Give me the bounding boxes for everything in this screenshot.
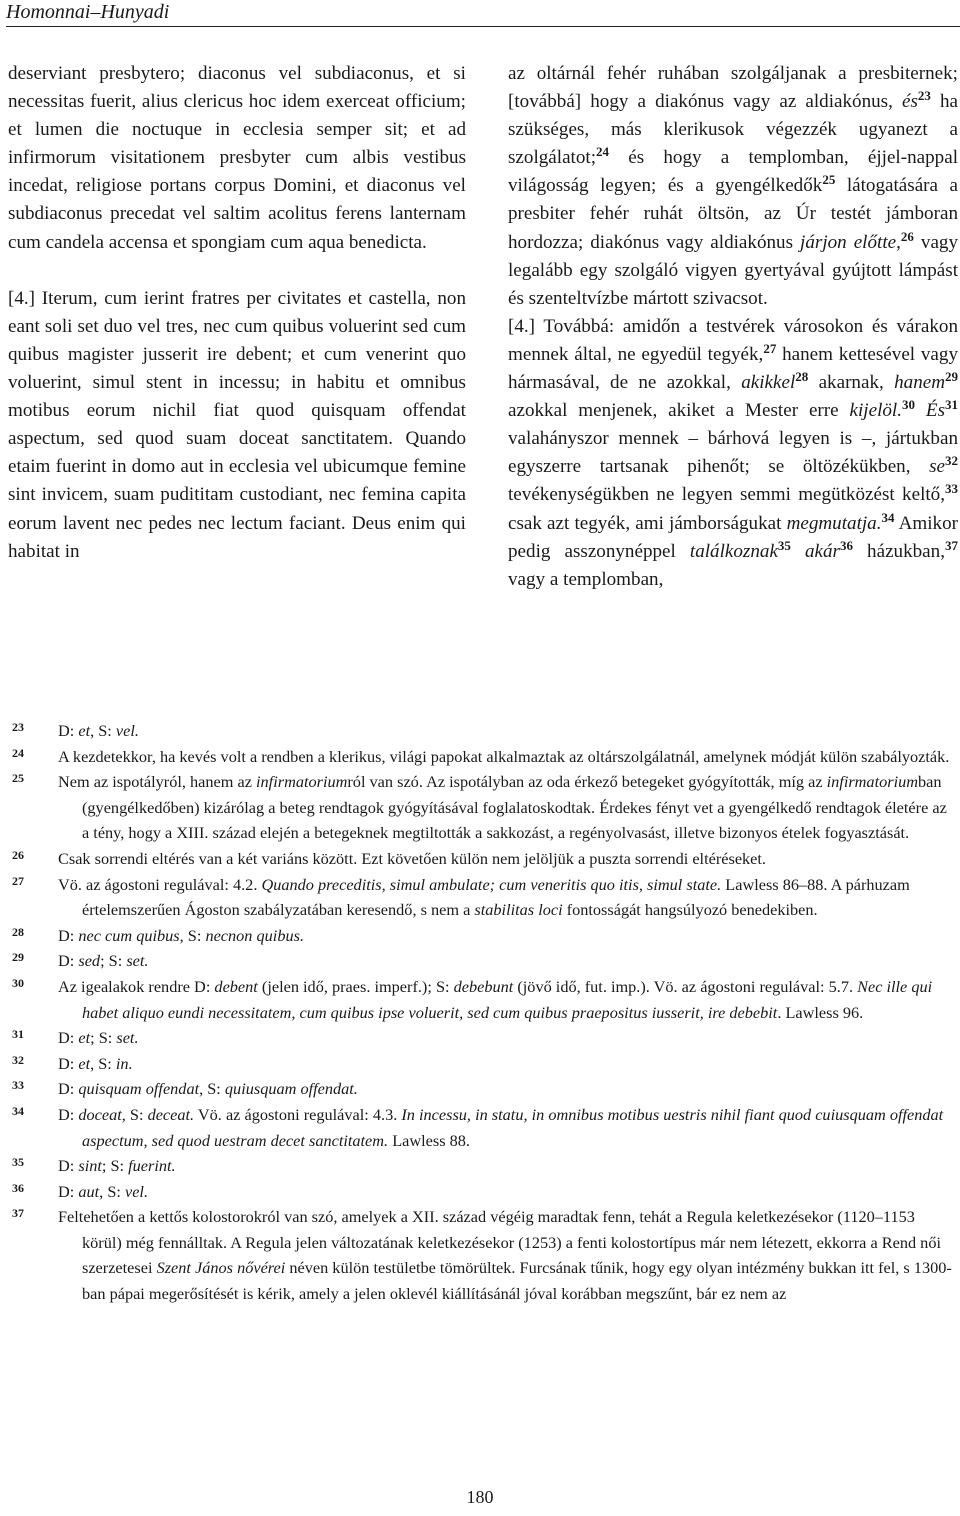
footnote-text: [58, 1102, 952, 1153]
italic-span: megmutatja.: [786, 512, 882, 534]
italic-span: és: [901, 91, 918, 113]
text-span: D:: [58, 1028, 79, 1048]
text-span: tevékenységükben ne legyen semmi megütközést keltő,: [508, 484, 945, 506]
italic-span: nec cum quibus: [78, 925, 180, 945]
text-span: Feltehetően a kettős kolostorokról van szó, amelyek a XII. század végéig maradtak fenn, tehát a Regula keletkezésekor (1120–1153 körül) még fennálltak. A Regula jelen változatának keletkezésekor (1253) a fenti kolostortípus már nem létezett, ekkorra a Rend női szerzetesei: [58, 1207, 941, 1278]
italic-span: sint: [78, 1156, 102, 1176]
footnote-ref: 37: [944, 537, 958, 553]
italic-span: akikkel: [741, 372, 796, 394]
text-span: ról van szó. Az ispotályban az oda érkező betegeket gyógyították, míg az: [347, 772, 827, 792]
footnote-25: [12, 769, 952, 846]
footnote-text: [58, 1204, 952, 1306]
footnote-23: [12, 718, 952, 744]
footnote-text: [58, 872, 952, 923]
footnote-number: 29: [12, 950, 24, 965]
text-span: [791, 541, 805, 562]
text-span: ha szükséges, más klerikusok végezzék ugyanezt a szolgálatot;: [508, 91, 959, 169]
footnote-text: [58, 1025, 952, 1051]
italic-span: találkoznak: [689, 540, 778, 562]
footnote-number: 27: [12, 873, 24, 888]
footnote-35: [12, 1153, 952, 1179]
italic-span: et: [78, 721, 91, 740]
footnote-ref: 23: [917, 88, 931, 104]
text-span: akarnak,: [808, 372, 895, 394]
text-span: vagy legalább egy szolgáló vigyen gyertyával gyújtott lámpást és szenteltvízbe mártott szivacsot.: [508, 231, 959, 309]
footnote-number: 34: [12, 1103, 24, 1118]
text-span: vagy a templomban,: [508, 568, 664, 590]
footnote-ref: 29: [945, 369, 958, 385]
footnote-number: 24: [12, 745, 24, 760]
text-span: Vö. az ágostoni regulával: 4.3.: [194, 1104, 402, 1124]
footnote-32: [12, 1051, 952, 1077]
footnote-text: [58, 974, 952, 1025]
footnote-number: 37: [12, 1206, 24, 1221]
text-span: A kezdetekkor, ha kevés volt a rendben a klerikus, világi papokat alkalmaztak az oltárszolgálatnál, amelynek módját külön szabályozták.: [58, 746, 950, 766]
italic-span: doceat: [78, 1104, 122, 1124]
latin-paragraph-4: [8, 285, 466, 566]
text-span: hanem kettesével vagy hármasával, de ne azokkal,: [508, 343, 959, 394]
footnote-ref: 27: [763, 340, 777, 356]
text-span: , S:: [99, 1181, 125, 1201]
italic-span: vel.: [115, 721, 139, 740]
footnote-number: 32: [12, 1052, 24, 1067]
text-span: ,: [896, 231, 901, 253]
italic-span: se: [929, 456, 945, 478]
text-span: [4.] Továbbá: amidőn a testvérek városokon és várakon mennek által, ne egyedül tegyék,: [508, 315, 958, 365]
text-span: D:: [58, 1181, 79, 1201]
footnote-ref: 25: [822, 172, 836, 188]
italic-span: et: [78, 1053, 91, 1073]
footnote-text: [58, 846, 952, 872]
italic-span: fuerint.: [128, 1156, 176, 1176]
footnote-text: [58, 948, 952, 974]
footnote-29: [12, 948, 952, 974]
footnote-ref: 33: [945, 481, 958, 497]
footnote-number: 31: [12, 1027, 24, 1042]
text-span: valahányszor mennek – bárhová legyen is –, jártukban egyszerre tartsanak pihenőt; se öltözékükben,: [508, 428, 958, 478]
italic-span: necnon quibus.: [205, 925, 305, 945]
latin-paragraph-3: [8, 60, 466, 257]
text-span: . Lawless 96.: [777, 1002, 864, 1022]
italic-span: aut: [78, 1181, 100, 1201]
footnote-26: [12, 846, 952, 872]
hungarian-column: [508, 60, 958, 594]
footnote-text: [58, 744, 952, 770]
footnote-30: [12, 974, 952, 1025]
hungarian-paragraph-4: [508, 313, 958, 594]
footnote-number: 23: [12, 720, 24, 734]
text-span: ban (gyengélkedőben) kizárólag a beteg rendtagok gyógyításával foglalatoskodtak. Érdekes fényt vet a gyengélkedő rendtagok életére az a tény, hogy a XIII. század elején a betegeknek megtiltották a sakkozást, a regényolvasást, illetve bizonyos ételek fogyasztását.: [82, 772, 947, 843]
italic-span: set.: [126, 951, 149, 971]
text-span: az oltárnál fehér ruhában szolgáljanak a presbiternek; [továbbá] hogy a diakónus vagy az aldiakónus,: [508, 63, 958, 113]
text-span: D:: [58, 1104, 79, 1124]
footnote-37: [12, 1204, 952, 1306]
text-span: Lawless 86–88. A párhuzam értelemszerűen Ágoston szabályzatában keresendő, s nem a: [82, 874, 910, 920]
running-header: [6, 0, 960, 27]
footnote-ref: 35: [777, 537, 791, 553]
running-title: Homonnai–Hunyadi: [6, 1, 170, 23]
footnote-number: 28: [12, 924, 24, 939]
footnote-28: [12, 923, 952, 949]
italic-span: És: [925, 400, 945, 422]
footnote-number: 26: [12, 847, 24, 862]
italic-span: vel.: [124, 1181, 149, 1201]
footnote-text: [58, 923, 952, 949]
text-span: és hogy a templomban, éjjel-nappal világosság legyen; és a gyengélkedők: [508, 147, 958, 197]
italic-span: set.: [116, 1028, 139, 1048]
text-span: [915, 400, 926, 421]
footnote-number: 30: [12, 975, 24, 990]
text-span: látogatására a presbiter fehér ruhát öltsön, az Úr testét jámboran hordozza; diakónus vagy aldiakónus: [508, 175, 958, 253]
text-span: D:: [58, 1079, 79, 1099]
text-span: ; S:: [100, 951, 127, 971]
text-span: ; S:: [90, 1028, 117, 1048]
footnote-text: [58, 718, 952, 744]
footnote-number: 33: [12, 1078, 24, 1093]
text-span: ; S:: [101, 1156, 129, 1176]
footnote-text: [58, 769, 952, 846]
italic-span: infirmatorium: [826, 772, 918, 792]
text-span: , S:: [121, 1104, 148, 1124]
italic-span: deceat.: [147, 1104, 195, 1124]
italic-span: In incessu, in statu, in omnibus motibus uestris nihil fiant quod cuiusquam offendat aspectum, sed quod uestram decet sanctitatem.: [82, 1104, 944, 1150]
footnote-text: [58, 1051, 952, 1077]
footnote-27: [12, 872, 952, 923]
footnote-text: [58, 1153, 952, 1179]
italic-span: quisquam offendat: [78, 1079, 200, 1099]
footnote-33: [12, 1076, 952, 1102]
italic-span: in.: [115, 1053, 133, 1073]
text-span: Amikor pedig asszonynéppel: [508, 512, 958, 562]
text-span: , S:: [199, 1079, 225, 1099]
text-span: Csak sorrendi eltérés van a két variáns között. Ezt követően külön nem jelöljük a puszta sorrendi eltéréseket.: [58, 848, 767, 868]
text-span: néven külön testületbe tömörültek. Furcsának tűnik, hogy egy olyan intézmény bukkan itt fel, s 1300-ban pápai megerősítését is kérik, amely a jelen oklevél kiállításánál jóval korábban megszűnt, bár ez nem az: [82, 1258, 952, 1304]
text-span: D:: [58, 721, 79, 740]
italic-span: sed: [78, 951, 101, 971]
footnote-ref: 26: [900, 228, 914, 244]
text-span: (jövő idő, fut. imp.). Vö. az ágostoni regulával: 5.7.: [513, 976, 858, 996]
italic-span: infirmatorium: [256, 772, 348, 792]
text-span: , S:: [90, 1053, 116, 1073]
footnote-number: 25: [12, 771, 24, 786]
text-span: D:: [58, 951, 79, 971]
italic-span: debent: [214, 976, 258, 996]
footnote-text: [58, 1076, 952, 1102]
text-span: Vö. az ágostoni regulával: 4.2.: [58, 874, 262, 894]
italic-span: et: [78, 1028, 91, 1048]
italic-span: akár: [804, 540, 840, 562]
italic-span: debebunt: [453, 976, 514, 996]
italic-span: stabilitas loci: [474, 900, 563, 920]
italic-span: Szent János nővérei: [156, 1258, 286, 1278]
footnote-31: [12, 1025, 952, 1051]
footnote-36: [12, 1179, 952, 1205]
text-span: házukban,: [852, 540, 945, 562]
text-span: azokkal menjenek, akiket a Mester erre: [508, 400, 850, 422]
italic-span: Nec ille qui habet aliquo eundi necessitatem, cum quibus ipse voluerit, sed cum quibus praepositus iusserit, ire debebit: [82, 976, 933, 1022]
text-span: fontosságát hangsúlyozó benedekiben.: [562, 900, 818, 920]
text-span: [4.] Iterum, cum ierint fratres per civitates et castella, non eant soli set duo vel tres, nec cum quibus voluerint sed cum quibus magister jusserit ire debent; et cum venerint quo voluerint, simul stent in incessu; in habitu et omnibus motibus eorum nichil fiat quod quisquam offendat aspectum, sed quod suam doceat sanctitatem. Quando etaim fuerint in domo aut in ecclesia vel ubicumque femine sint invicem, suam pudititam custodiant, nec femina capita eorum lavent nec pedes nec lectum faciant. Deus enim qui habitat in: [8, 287, 466, 562]
text-span: Lawless 88.: [388, 1130, 470, 1150]
footnote-34: [12, 1102, 952, 1153]
text-span: (jelen idő, praes. imperf.); S:: [257, 976, 454, 996]
page-number: 180: [466, 1487, 494, 1507]
italic-span: kijelöl.: [849, 400, 903, 422]
italic-span: quiusquam offendat.: [224, 1079, 358, 1099]
footnote-number: 36: [12, 1180, 24, 1195]
footnote-24: [12, 744, 952, 770]
text-span: D:: [58, 1156, 79, 1176]
text-span: D:: [58, 925, 79, 945]
footnote-text: [58, 1179, 952, 1205]
latin-column: [8, 60, 466, 566]
footnote-ref: 28: [795, 369, 809, 385]
hungarian-paragraph-3: [508, 60, 958, 313]
footnote-ref: 32: [945, 453, 958, 469]
footnote-number: 35: [12, 1155, 24, 1170]
text-span: , S:: [90, 721, 116, 740]
footnote-ref: 24: [596, 144, 610, 160]
footnotes: [12, 718, 952, 1307]
footnote-ref: 36: [839, 537, 853, 553]
text-span: Az igealakok rendre D:: [58, 976, 215, 996]
footnote-ref: 34: [881, 509, 895, 525]
text-span: D:: [58, 1053, 79, 1073]
text-span: Nem az ispotályról, hanem az: [58, 772, 257, 792]
text-span: csak azt tegyék, ami jámborságukat: [508, 512, 787, 534]
italic-span: járjon előtte: [800, 231, 897, 253]
text-span: , S:: [179, 925, 206, 945]
footnote-ref: 30: [902, 397, 916, 413]
italic-span: Quando preceditis, simul ambulate; cum veneritis quo itis, simul state.: [261, 874, 722, 894]
italic-span: hanem: [894, 372, 945, 394]
text-span: deserviant presbytero; diaconus vel subdiaconus, et si necessitas fuerit, alius clericus hoc idem exerceat officium; et lumen die noctuque in ecclesia semper sit; et ad infirmorum visitationem presbyter cum albis vestibus incedat, religiose portans corpus Domini, et diaconus vel subdiaconus precedat vel saltim acolitus ferens lanternam cum candela accensa et spongiam cum aqua benedicta.: [8, 63, 466, 253]
footnote-ref: 31: [945, 397, 958, 413]
